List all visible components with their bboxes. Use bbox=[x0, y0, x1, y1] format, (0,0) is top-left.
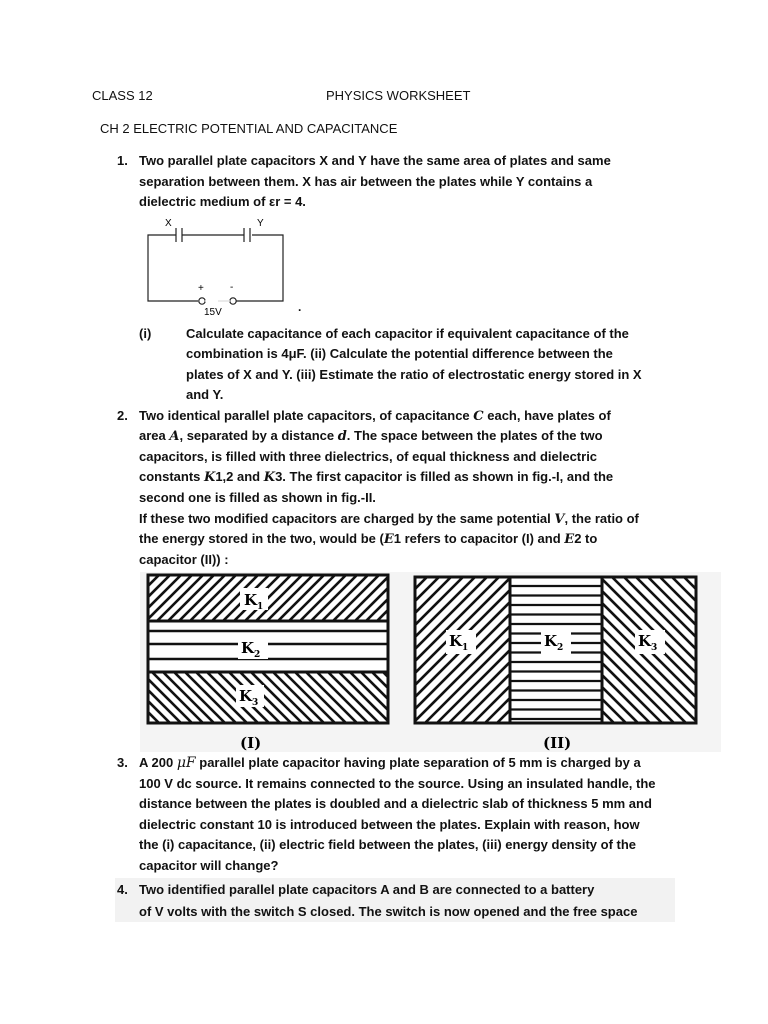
sub-question-text-line: plates of X and Y. (iii) Estimate the ratio of electrostatic energy stored in X bbox=[186, 367, 642, 382]
capacitor-y-label: Y bbox=[257, 218, 264, 229]
question-text-line: capacitor (II)) : bbox=[139, 552, 229, 567]
question-text-line: the energy stored in the two, would be (E1 refers to capacitor (I) and E2 to bbox=[139, 531, 598, 547]
question-text-line: capacitor will change? bbox=[139, 858, 279, 873]
question-text-line: dielectric medium of εr = 4. bbox=[139, 194, 306, 209]
question-number: 3. bbox=[117, 755, 128, 770]
question-text-line: area A, separated by a distance d. The space between the plates of the two bbox=[139, 428, 603, 444]
plus-terminal-label: + bbox=[198, 283, 204, 294]
sub-question-text-line: and Y. bbox=[186, 387, 224, 402]
question-text-line: capacitors, is filled with three dielectrics, of equal thickness and dielectric bbox=[139, 449, 598, 464]
sub-question-text-line: combination is 4μF. (ii) Calculate the potential difference between the bbox=[186, 346, 613, 361]
fig2-k1-label: $K_1$ bbox=[449, 632, 469, 653]
capacitor-x-label: X bbox=[165, 218, 172, 229]
fig2-k3-label: $K_3$ bbox=[638, 632, 658, 653]
question-text-line: Two identified parallel plate capacitors A and B are connected to a battery bbox=[139, 882, 595, 897]
question-text-line: the (i) capacitance, (ii) electric field between the plates, (iii) energy density of the bbox=[139, 837, 637, 852]
circuit-diagram bbox=[140, 215, 290, 317]
fig1-k2-label: $K_2$ bbox=[241, 639, 261, 660]
fig1-k1-label: $K_1$ bbox=[244, 591, 264, 612]
sub-question-text-line: Calculate capacitance of each capacitor if equivalent capacitance of the bbox=[186, 326, 629, 341]
question-text-line: of V volts with the switch S closed. The switch is now opened and the free space bbox=[139, 904, 638, 919]
sub-question-label: (i) bbox=[139, 326, 152, 341]
minus-terminal-label: - bbox=[230, 282, 234, 293]
fig1-k3-label: $K_3$ bbox=[239, 687, 259, 708]
question-text-line: A 200 μF parallel plate capacitor having plate separation of 5 mm is charged by a bbox=[139, 755, 641, 771]
question-text-line: separation between them. X has air between the plates while Y contains a bbox=[139, 174, 593, 189]
question-text-line: constants K1,2 and K3. The first capacitor is filled as shown in fig.-I, and the bbox=[139, 469, 614, 485]
question-text-line: dielectric constant 10 is introduced between the plates. Explain with reason, how bbox=[139, 817, 640, 832]
question-number: 1. bbox=[117, 153, 128, 168]
question-text-line: If these two modified capacitors are charged by the same potential V, the ratio of bbox=[139, 511, 639, 527]
fig1-caption: (I) bbox=[240, 734, 262, 752]
worksheet-title: PHYSICS WORKSHEET bbox=[326, 88, 471, 103]
question-number: 2. bbox=[117, 408, 128, 423]
question-text-line: second one is filled as shown in fig.-II. bbox=[139, 490, 376, 505]
question-number: 4. bbox=[117, 882, 128, 897]
dielectric-figure bbox=[140, 572, 721, 752]
chapter-title: CH 2 ELECTRIC POTENTIAL AND CAPACITANCE bbox=[100, 121, 398, 136]
stray-dot: . bbox=[298, 300, 302, 314]
fig2-k2-label: $K_2$ bbox=[544, 632, 564, 653]
question-text-line: Two identical parallel plate capacitors, of capacitance C each, have plates of bbox=[139, 408, 611, 424]
fig2-caption: (II) bbox=[543, 734, 572, 752]
class-label: CLASS 12 bbox=[92, 88, 153, 103]
question-text-line: 100 V dc source. It remains connected to the source. Using an insulated handle, the bbox=[139, 776, 656, 791]
question-text-line: Two parallel plate capacitors X and Y have the same area of plates and same bbox=[139, 153, 611, 168]
question-text-line: distance between the plates is doubled and a dielectric slab of thickness 5 mm and bbox=[139, 796, 652, 811]
source-voltage-label: 15V bbox=[204, 307, 222, 317]
